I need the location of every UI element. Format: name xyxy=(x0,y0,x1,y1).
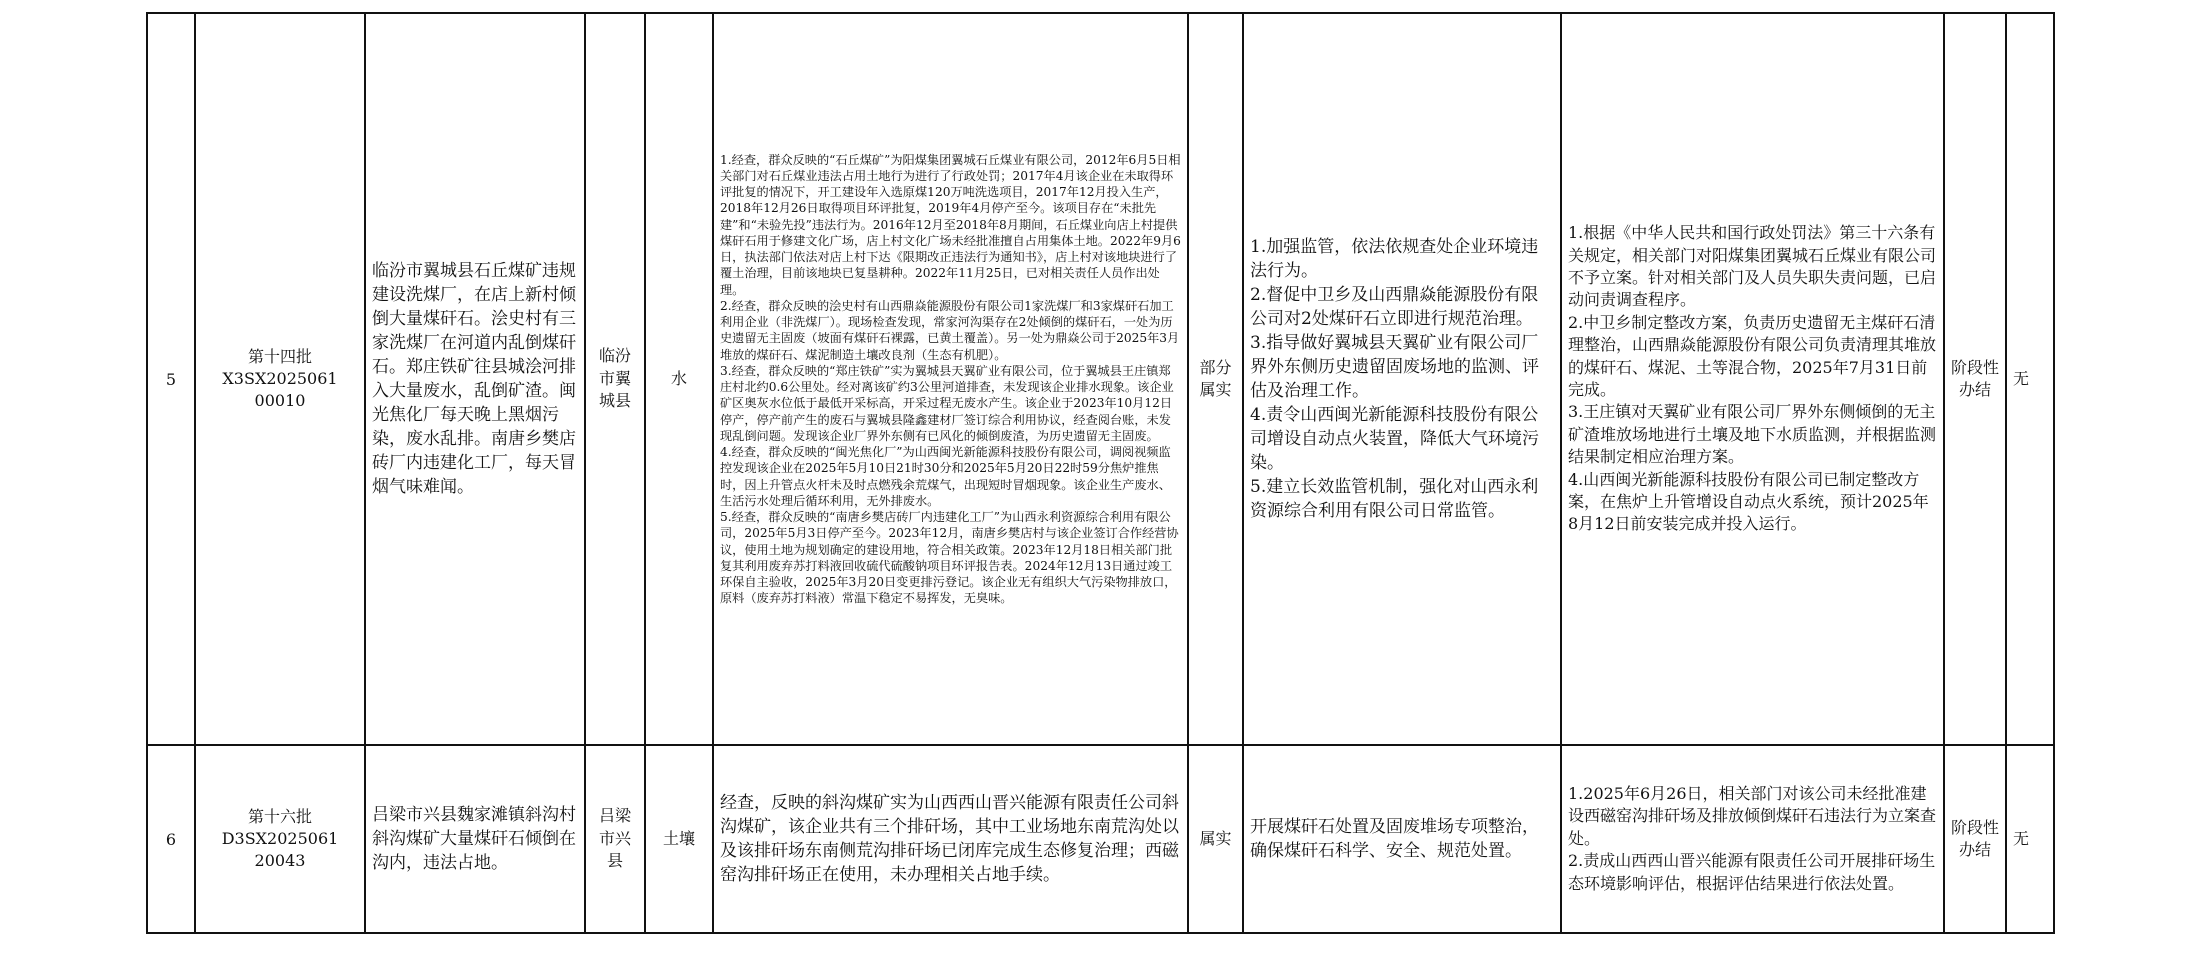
result-item: 2.中卫乡制定整改方案，负责历史遗留无主煤矸石清理整治，山西鼎焱能源股份有限公司负责清理其堆放的煤矸石、煤泥、土等混合物，2025年7月31日前完成。 xyxy=(1568,312,1937,399)
finding-item: 3.经查，群众反映的“郑庄铁矿”实为翼城县天翼矿业有限公司，位于翼城县王庄镇郑庄村北约0.6公里处。经对离该矿约3公里河道排查，未发现该企业排水现象。该企业矿区奥灰水位低于最低开采标高，开采过程无废水产生。该企业于2023年10月12日停产，停产前产生的废石与翼城县隆鑫建材厂签订综合利用协议，经查阅台账，未发现乱倒问题。发现该企业厂界外东侧有已风化的倾倒废渣，为历史遗留无主固废。 xyxy=(720,363,1174,443)
accountability-cell: 无 xyxy=(2006,745,2054,933)
result-item: 1.2025年6月26日，相关部门对该公司未经批准建设西磁窑沟排矸场及排放倾倒煤矸石违法行为立案查处。 xyxy=(1568,783,1937,848)
case-code: D3SX2025061 20043 xyxy=(221,829,339,870)
results-cell xyxy=(1561,745,1944,933)
findings-cell xyxy=(713,13,1188,745)
pollution-type-cell: 土壤 xyxy=(645,745,713,933)
status-cell: 阶段性办结 xyxy=(1944,13,2006,745)
results-cell xyxy=(1561,13,1944,745)
batch-cell xyxy=(195,745,365,933)
row-number: 6 xyxy=(147,745,195,933)
issue-cell: 临汾市翼城县石丘煤矿违规建设洗煤厂，在店上新村倾倒大量煤矸石。浍史村有三家洗煤厂在河道内乱倒煤矸石。郑庄铁矿往县城浍河排入大量废水，乱倒矿渣。闽光焦化厂每天晚上黑烟污染，废水乱排。南唐乡樊店砖厂内违建化工厂，每天冒烟气味难闻。 xyxy=(365,13,585,745)
result-item: 4.山西闽光新能源科技股份有限公司已制定整改方案，在焦炉上升管增设自动点火系统，预计2025年8月12日前安装完成并投入运行。 xyxy=(1568,469,1929,534)
case-table xyxy=(146,12,2055,934)
measures-cell xyxy=(1243,745,1561,933)
finding-item: 1.经查，群众反映的“石丘煤矿”为阳煤集团翼城石丘煤业有限公司，2012年6月5日相关部门对石丘煤业违法占用土地行为进行了行政处罚；2017年4月该企业在未取得环评批复的情况下，开工建设年入选原煤120万吨洗选项目，2017年12月投入生产，2018年12月26日取得项目环评批复，2019年4月停产至今。该项目存在“未批先建”和“未验先投”违法行为。2016年12月至2018年8月期间，石丘煤业向店上村提供煤矸石用于修建文化广场，店上村文化广场未经批准擅自占用集体土地。2022年9月6日，执法部门依法对店上村下达《限期改正违法行为通知书》，店上村对该地块进行了覆土治理，目前该地块已复垦耕种。2022年11月25日，已对相关责任人员作出处理。 xyxy=(720,152,1181,297)
result-item: 2.责成山西西山晋兴能源有限责任公司开展排矸场生态环境影响评估，根据评估结果进行依法处置。 xyxy=(1568,851,1936,893)
batch-label: 第十四批 xyxy=(247,347,312,366)
measure-item: 5.建立长效监管机制，强化对山西永利资源综合利用有限公司日常监管。 xyxy=(1250,477,1539,521)
verdict-cell: 部分属实 xyxy=(1188,13,1243,745)
table-row xyxy=(147,745,2054,933)
case-code: X3SX2025061 00010 xyxy=(222,369,338,410)
measure-item: 1.加强监管，依法依规查处企业环境违法行为。 xyxy=(1250,237,1539,281)
finding-item: 经查，反映的斜沟煤矿实为山西西山晋兴能源有限责任公司斜沟煤矿，该企业共有三个排矸场，其中工业场地东南荒沟处以及该排矸场东南侧荒沟排矸场已闭库完成生态修复治理；西磁窑沟排矸场正在使用，未办理相关占地手续。 xyxy=(720,793,1179,885)
measure-item: 3.指导做好翼城县天翼矿业有限公司厂界外东侧历史遗留固废场地的监测、评估及治理工作。 xyxy=(1250,333,1539,401)
finding-item: 2.经查，群众反映的浍史村有山西鼎焱能源股份有限公司1家洗煤厂和3家煤矸石加工利用企业（非洗煤厂）。现场检查发现，常家河沟渠存在2处倾倒的煤矸石，一处为历史遗留无主固废（坡面有煤矸石裸露，已黄土覆盖）。另一处为鼎焱公司于2025年3月堆放的煤矸石、煤泥制造土壤改良剂（生态有机肥）。 xyxy=(720,298,1180,362)
batch-label: 第十六批 xyxy=(247,807,312,826)
accountability-cell: 无 xyxy=(2006,13,2054,745)
finding-item: 5.经查，群众反映的“南唐乡樊店砖厂内违建化工厂”为山西永利资源综合利用有限公司，2025年5月3日停产至今。2023年12月，南唐乡樊店村与该企业签订合作经营协议，使用土地为规划确定的建设用地，符合相关政策。2023年12月18日相关部门批复其利用废弃苏打料液回收硫代硫酸钠项目环评报告表。2024年12月13日通过竣工环保自主验收，2025年3月20日变更排污登记。该企业无有组织大气污染物排放口，原料（废弃苏打料液）常温下稳定不易挥发，无臭味。 xyxy=(720,510,1179,606)
region-cell: 临汾市翼城县 xyxy=(585,13,645,745)
table-row xyxy=(147,13,2054,745)
measures-cell xyxy=(1243,13,1561,745)
batch-cell xyxy=(195,13,365,745)
result-item: 3.王庄镇对天翼矿业有限公司厂界外东侧倾倒的无主矿渣堆放场地进行土壤及地下水质监测，并根据监测结果制定相应治理方案。 xyxy=(1568,402,1937,467)
pollution-type-cell: 水 xyxy=(645,13,713,745)
measure-item: 2.督促中卫乡及山西鼎焱能源股份有限公司对2处煤矸石立即进行规范治理。 xyxy=(1250,285,1539,329)
finding-item: 4.经查，群众反映的“闽光焦化厂”为山西闽光新能源科技股份有限公司，调阅视频监控发现该企业在2025年5月10日21时30分和2025年5月20日22时59分焦炉推焦时，因上升管点火杆未及时点燃残余荒煤气，出现短时冒烟现象。该企业生产废水、生活污水处理后循环利用，无外排废水。 xyxy=(720,445,1171,508)
measure-item: 开展煤矸石处置及固废堆场专项整治，确保煤矸石科学、安全、规范处置。 xyxy=(1250,817,1539,861)
findings-cell xyxy=(713,745,1188,933)
status-cell: 阶段性办结 xyxy=(1944,745,2006,933)
region-cell: 吕梁市兴县 xyxy=(585,745,645,933)
verdict-cell: 属实 xyxy=(1188,745,1243,933)
issue-cell: 吕梁市兴县魏家滩镇斜沟村斜沟煤矿大量煤矸石倾倒在沟内，违法占地。 xyxy=(365,745,585,933)
result-item: 1.根据《中华人民共和国行政处罚法》第三十六条有关规定，相关部门对阳煤集团翼城石丘煤业有限公司不予立案。针对相关部门及人员失职失责问题，已启动问责调查程序。 xyxy=(1568,223,1937,310)
row-number: 5 xyxy=(147,13,195,745)
measure-item: 4.责令山西闽光新能源科技股份有限公司增设自动点火装置，降低大气环境污染。 xyxy=(1250,405,1539,473)
